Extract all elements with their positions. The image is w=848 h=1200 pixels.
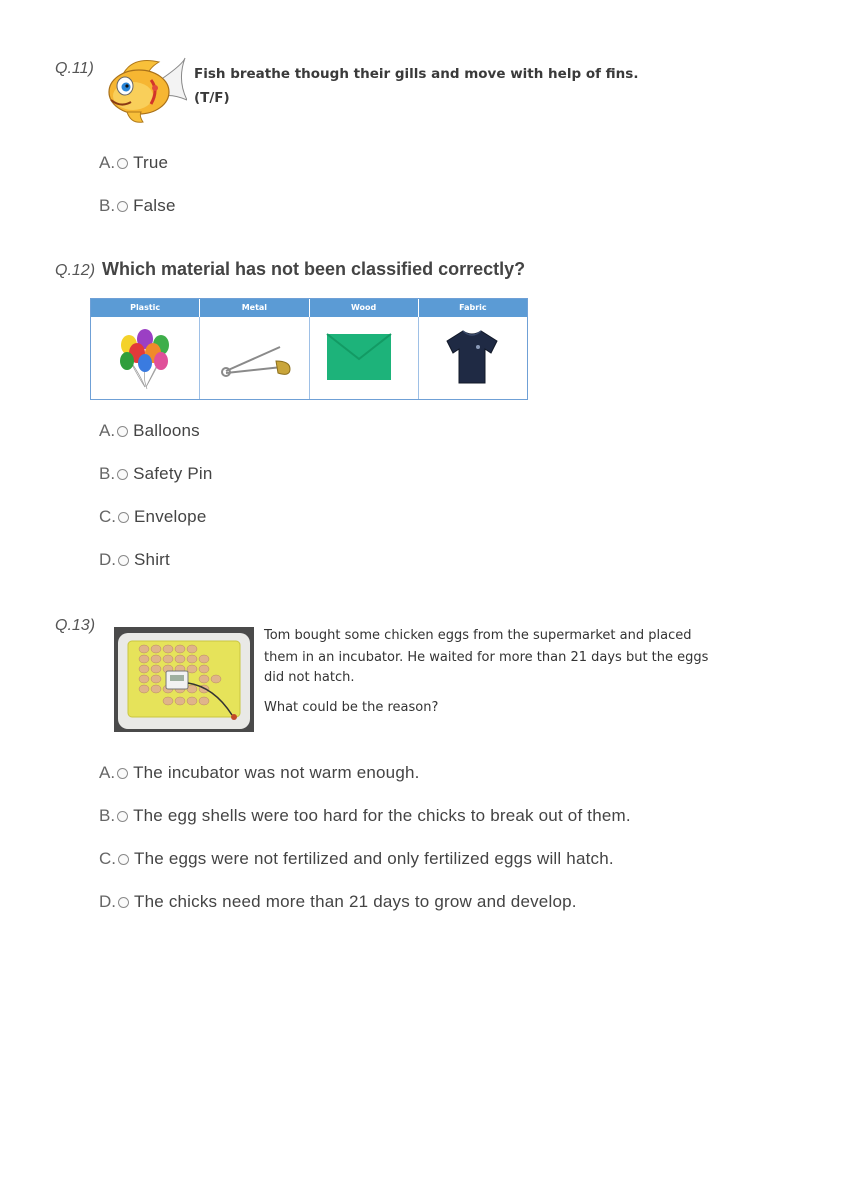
cell-wood — [310, 317, 419, 399]
q12-option-a[interactable] — [99, 421, 200, 441]
q13-option-d[interactable] — [99, 892, 577, 912]
option-letter: C. — [99, 507, 116, 526]
cell-fabric — [419, 317, 527, 399]
q13-passage-line-2: them in an incubator. He waited for more than 21 days but the eggs — [264, 650, 709, 665]
option-letter: A. — [99, 421, 116, 440]
option-text: The incubator was not warm enough. — [133, 763, 420, 782]
option-text: False — [133, 196, 176, 215]
radio-button[interactable] — [118, 512, 129, 523]
option-text: True — [133, 153, 169, 172]
radio-button[interactable] — [117, 158, 128, 169]
materials-table — [90, 298, 528, 400]
question-number-12: Q.12) — [55, 262, 96, 279]
option-text: Balloons — [133, 421, 200, 440]
option-text: The chicks need more than 21 days to grow and develop. — [134, 892, 577, 911]
option-letter: A. — [99, 153, 116, 172]
option-text: Envelope — [134, 507, 207, 526]
safety-pin-icon — [220, 339, 292, 379]
option-letter: A. — [99, 763, 116, 782]
q13-option-b[interactable] — [99, 806, 631, 826]
question-number-11: Q.11) — [55, 60, 94, 77]
header-metal: Metal — [200, 299, 309, 317]
option-letter: B. — [99, 196, 116, 215]
header-wood: Wood — [310, 299, 419, 317]
option-letter: D. — [99, 550, 116, 569]
envelope-icon — [326, 333, 392, 381]
q11-option-b[interactable] — [99, 196, 176, 216]
option-letter: C. — [99, 849, 116, 868]
radio-button[interactable] — [117, 469, 128, 480]
option-letter: D. — [99, 892, 116, 911]
q13-passage-line-3: did not hatch. — [264, 670, 355, 685]
q12-option-c[interactable] — [99, 507, 207, 527]
q11-tf-hint: (T/F) — [194, 90, 230, 106]
radio-button[interactable] — [118, 897, 129, 908]
radio-button[interactable] — [118, 555, 129, 566]
radio-button[interactable] — [118, 854, 129, 865]
option-text: The egg shells were too hard for the chicks to break out of them. — [133, 806, 631, 825]
q13-option-c[interactable] — [99, 849, 614, 869]
q12-option-d[interactable] — [99, 550, 170, 570]
shirt-icon — [445, 329, 499, 385]
q11-statement: Fish breathe though their gills and move with help of fins. — [194, 66, 639, 82]
cartoon-fish-icon — [103, 56, 187, 126]
q13-question: What could be the reason? — [264, 700, 439, 715]
balloons-icon — [115, 329, 175, 391]
option-text: Shirt — [134, 550, 170, 569]
egg-incubator-icon — [114, 627, 254, 732]
radio-button[interactable] — [117, 426, 128, 437]
materials-table-header — [91, 299, 527, 317]
radio-button[interactable] — [117, 201, 128, 212]
option-text: Safety Pin — [133, 464, 213, 483]
header-fabric: Fabric — [459, 303, 487, 312]
question-number-13: Q.13) — [55, 617, 96, 634]
option-text: The eggs were not fertilized and only fertilized eggs will hatch. — [134, 849, 614, 868]
cell-plastic — [91, 317, 200, 399]
q13-option-a[interactable] — [99, 763, 420, 783]
q11-option-a[interactable] — [99, 153, 168, 173]
radio-button[interactable] — [117, 811, 128, 822]
option-letter: B. — [99, 464, 116, 483]
cell-metal — [200, 317, 309, 399]
materials-table-body — [91, 317, 527, 399]
q13-passage-line-1: Tom bought some chicken eggs from the supermarket and placed — [264, 628, 692, 643]
radio-button[interactable] — [117, 768, 128, 779]
q12-option-b[interactable] — [99, 464, 213, 484]
header-plastic: Plastic — [91, 299, 200, 317]
q12-title: Which material has not been classified correctly? — [102, 259, 526, 279]
option-letter: B. — [99, 806, 116, 825]
